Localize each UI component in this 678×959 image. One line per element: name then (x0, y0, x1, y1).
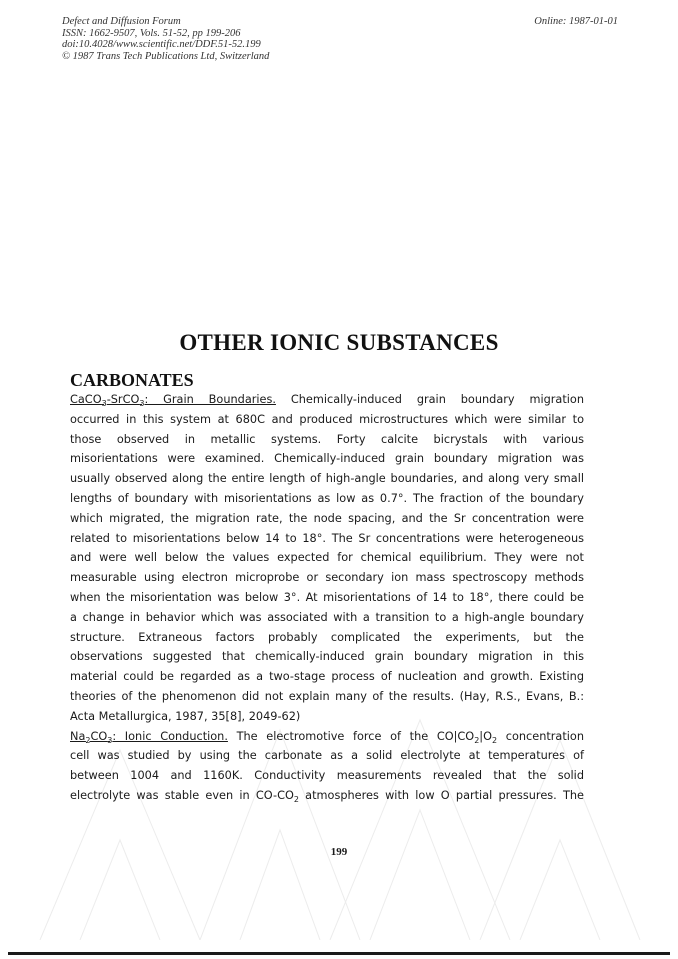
text-line: observations suggested that chemically-induced grain boundary migration in this (70, 650, 584, 664)
text-line: a change in behavior which was associated with a transition to a high-angle boundary (70, 610, 584, 624)
journal-copyright: © 1987 Trans Tech Publications Ltd, Switzerland (62, 50, 270, 62)
text-line: usually observed along the entire length of high-angle boundaries, and along very small (70, 472, 584, 486)
text-line: cell was studied by using the carbonate as a solid electrolyte at temperatures of (70, 749, 584, 763)
journal-issn: ISSN: 1662-9507, Vols. 51-52, pp 199-206 (62, 27, 241, 39)
paragraph-1-heading: CaCO$_3$-SrCO$_3$: Grain Boundaries. (70, 393, 276, 408)
journal-name: Defect and Diffusion Forum (62, 16, 181, 27)
text-line: electrolyte was stable even in $CO-CO_2$ atmospheres with low O partial pressures. The (70, 788, 584, 804)
bottom-rule (8, 952, 670, 955)
citation-line: Acta Metallurgica, 1987, 35[8], 2049-62) (70, 709, 301, 723)
text-line: when the misorientation was below 3°. At misorientations of 14 to 18°, there could be (70, 590, 584, 604)
page-number: 199 (330, 846, 348, 858)
section-title: OTHER IONIC SUBSTANCES (179, 330, 499, 355)
text-line: structure. Extraneous factors probably complicated the experiments, but the (70, 630, 584, 644)
text-line: related to misorientations below 14 to 18°. The Sr concentrations were heterogeneous (70, 531, 584, 545)
journal-doi[interactable]: doi:10.4028/www.scientific.net/DDF.51-52.199 (62, 39, 261, 50)
body-text (70, 390, 584, 806)
subsection-title: CARBONATES (70, 370, 194, 390)
text-line: those observed in metallic systems. Forty calcite bicrystals with various (70, 432, 584, 446)
text-line: occurred in this system at 680C and produced microstructures which were similar to (70, 412, 584, 426)
online-date: Online: 1987-01-01 (534, 16, 618, 27)
text-line: which migrated, the migration rate, the node spacing, and the Sr concentration were (70, 511, 584, 525)
text-line: lengths of boundary with misorientations as low as 0.7°. The fraction of the boundary (70, 491, 584, 505)
text-line: misorientations were examined. Chemically-induced grain boundary migration was (70, 452, 584, 466)
paragraph-2-heading: $Na_2CO_3$: Ionic Conduction. (70, 729, 228, 745)
paragraph-1-first-line: CaCO$_3$-SrCO$_3$: Grain Boundaries. Chemically-induced grain boundary migration (70, 393, 584, 408)
text-line: measurable using electron microprobe or secondary ion mass spectroscopy methods (70, 571, 584, 585)
text-line: material could be regarded as a two-stage process of nucleation and growth. Existing (70, 670, 584, 684)
text-line: theories of the phenomenon did not explain many of the results. (Hay, R.S., Evans, B.: (70, 689, 584, 703)
journal-header (62, 16, 269, 62)
paragraph-2-first-line: $Na_2CO_3$: Ionic Conduction. The electromotive force of the $CO|CO_2|O_2$ concentration (70, 729, 584, 745)
text-line: and were well below the values expected for chemical equilibrium. They were not (70, 551, 584, 565)
text-line: between 1004 and 1160K. Conductivity measurements revealed that the solid (70, 769, 584, 783)
